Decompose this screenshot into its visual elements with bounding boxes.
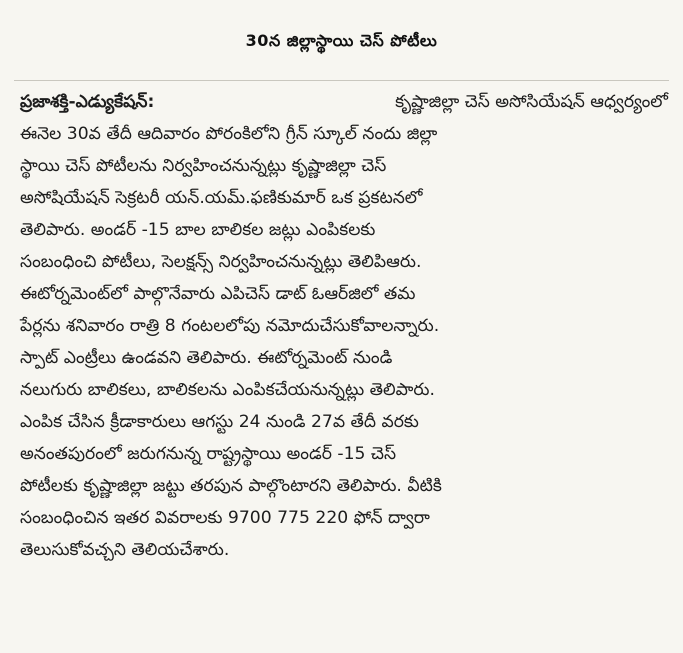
article-line: [20, 342, 668, 374]
article-line-text: అనంతపురంలో జరుగనున్న రాష్ట్రస్థాయి అండర్ -15 చెస్: [20, 444, 397, 464]
headline-divider: [14, 80, 669, 81]
article-line-text: స్థాయి చెస్ పోటీలను నిర్వహించనున్నట్లు కృష్ణాజిల్లా చెస్: [20, 156, 387, 176]
article-line: [20, 502, 668, 534]
article-line-text: తెలిపారు. అండర్ -15 బాల బాలికల జట్లు ఎంపికలకు: [20, 220, 376, 240]
article-line-text: ఈటోర్నమెంట్‌లో పాల్గొనేవారు ఎపిచెస్ డాట్ ఓఆర్‌జిలో తమ: [20, 284, 416, 304]
headline: 30న జిల్లాస్థాయి చెస్ పోటీలు: [245, 31, 438, 50]
article-line-text: పోటీలకు కృష్ణాజిల్లా జట్టు తరపున పాల్గొంటారని తెలిపారు. వీటికి: [20, 476, 442, 496]
article-body: [20, 86, 668, 566]
article-line: [20, 214, 668, 246]
article-line: [20, 374, 668, 406]
article-line-text: నలుగురు బాలికలు, బాలికలను ఎంపికచేయనున్నట్లు తెలిపారు.: [20, 380, 435, 400]
article-line: [20, 150, 668, 182]
article-line-text: కృష్ణాజిల్లా చెస్ అసోసియేషన్ ఆధ్వర్యంలో: [395, 92, 668, 112]
article-line: [20, 246, 668, 278]
article-line: [20, 278, 668, 310]
article-line: [20, 182, 668, 214]
article-line-text: ఎంపిక చేసిన క్రీడాకారులు ఆగస్టు 24 నుండి 27వ తేదీ వరకు: [20, 412, 419, 432]
article-line-text: స్పాట్ ఎంట్రీలు ఉండవని తెలిపారు. ఈటోర్నమెంట్ నుండి: [20, 348, 393, 368]
article-line-text: సంబంధించి పోటీలు, సెలక్షన్స్ నిర్వహించనున్నట్లు తెలిపిఆరు.: [20, 252, 422, 272]
article-line-text: తెలుసుకోవచ్చని తెలియచేశారు.: [20, 540, 230, 560]
article-line-text: ఈనెల 30వ తేదీ ఆదివారం పోరంకిలోని గ్రీన్ స్కూల్ నందు జిల్లా: [20, 124, 438, 144]
article-line-text: అసోషియేషన్ సెక్రటరీ యన్.యమ్.ఫణికుమార్ ఒక ప్రకటనలో: [20, 188, 423, 208]
article-line: [20, 310, 668, 342]
article-line: [20, 118, 668, 150]
article-line: [20, 86, 668, 118]
dateline: ప్రజాశక్తి-ఎడ్యుకేషన్:: [20, 92, 155, 112]
article-line-text: పేర్లను శనివారం రాత్రి 8 గంటలలోపు నమోదుచేసుకోవాలన్నారు.: [20, 316, 440, 336]
article-line: [20, 470, 668, 502]
article-line: [20, 438, 668, 470]
article-line: [20, 406, 668, 438]
article-line: [20, 534, 668, 566]
article-line-text: సంబంధించిన ఇతర వివరాలకు 9700 775 220 ఫోన్ ద్వారా: [20, 508, 430, 528]
